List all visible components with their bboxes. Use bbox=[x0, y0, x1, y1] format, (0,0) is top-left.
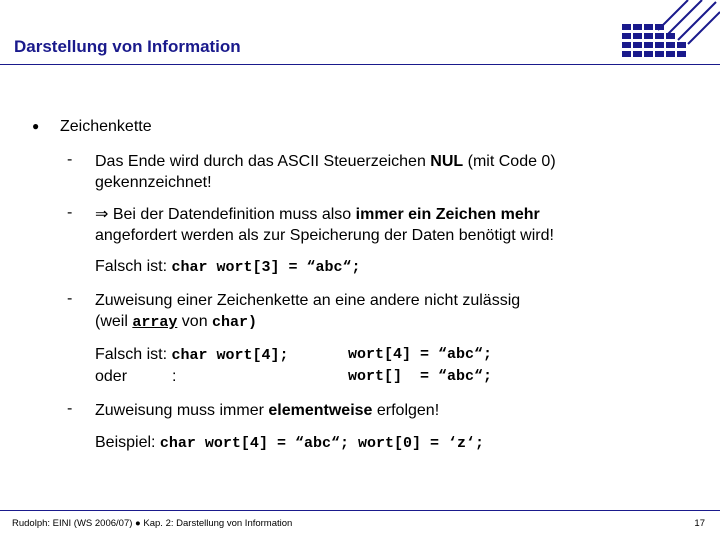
item3-oder: oder bbox=[95, 368, 128, 385]
item2-line1: ⇒ Bei der Datendefinition muss also immer ein Zeichen mehr bbox=[95, 206, 540, 223]
page-title: Darstellung von Information bbox=[14, 37, 241, 56]
item1-line1: Das Ende wird durch das ASCII Steuerzeichen NUL (mit Code 0) bbox=[95, 153, 556, 170]
header-divider bbox=[0, 64, 720, 65]
item3-colon: : bbox=[172, 368, 177, 385]
item3-line1: Zuweisung einer Zeichenkette an eine andere nicht zulässig bbox=[95, 292, 521, 309]
bullet-heading: Zeichenkette bbox=[60, 118, 152, 135]
item3-wrong: Falsch ist: char wort[4]; bbox=[95, 346, 289, 364]
item4-example: Beispiel: char wort[4] = “abc“; wort[0] = ‘z‘; bbox=[95, 434, 484, 452]
item4-line1: Zuweisung muss immer elementweise erfolgen! bbox=[95, 402, 440, 419]
item2-wrong: Falsch ist: char wort[3] = “abc“; bbox=[95, 258, 361, 276]
footer-divider bbox=[0, 510, 720, 511]
dash-4: - bbox=[67, 400, 73, 417]
dash-3: - bbox=[67, 290, 73, 307]
item3-line2: (weil array von char) bbox=[95, 313, 258, 331]
item3-code3: wort[] = “abc“; bbox=[348, 368, 493, 385]
item3-code2: wort[4] = “abc“; bbox=[348, 346, 493, 363]
dash-1: - bbox=[67, 151, 73, 168]
dash-2: - bbox=[67, 204, 73, 221]
bullet-icon: ● bbox=[32, 119, 40, 133]
page-number: 17 bbox=[694, 518, 705, 529]
university-logo-icon bbox=[618, 0, 720, 64]
item2-line2: angefordert werden als zur Speicherung der Daten benötigt wird! bbox=[95, 227, 554, 244]
footer-text: Rudolph: EINI (WS 2006/07) ● Kap. 2: Darstellung von Information bbox=[12, 518, 293, 529]
item1-line2: gekennzeichnet! bbox=[95, 174, 212, 191]
